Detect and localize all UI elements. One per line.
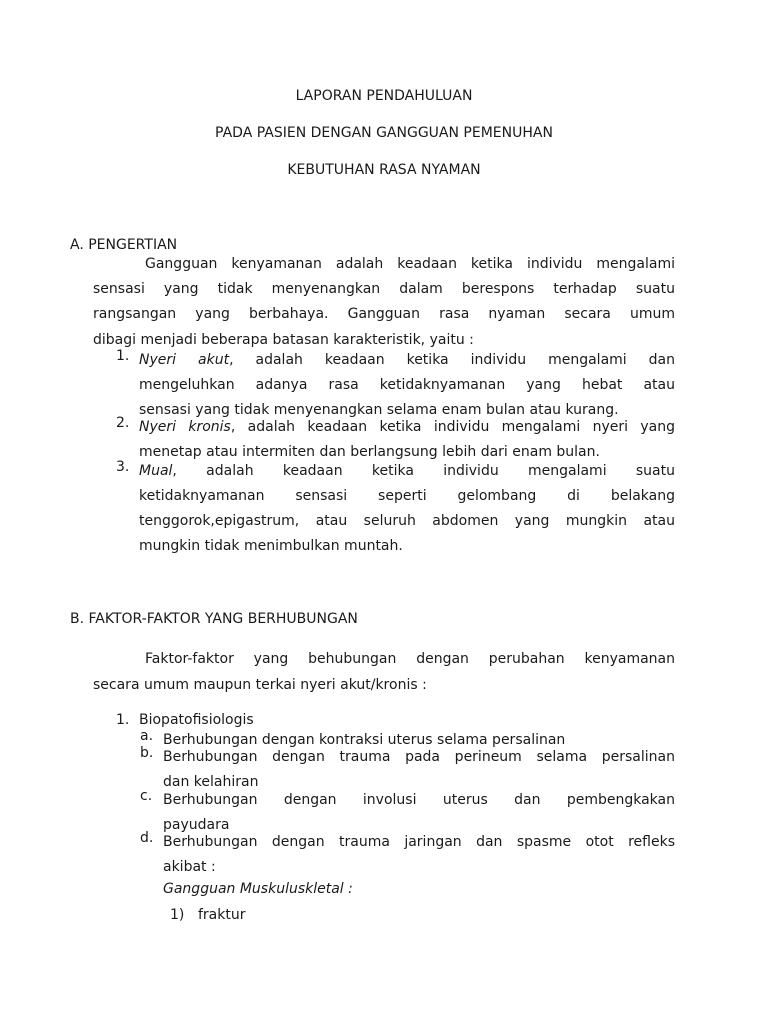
sub-heading: Gangguan Muskuluskletal : [163, 881, 353, 897]
list-number: 2. [116, 415, 130, 431]
list-item [116, 459, 675, 559]
document-title [0, 88, 768, 199]
sub-list-letter: c. [140, 788, 153, 804]
list-text: tenggorok,epigastrum, atau seluruh abdomen yang mungkin atau [139, 513, 675, 529]
section-b-paragraph [93, 647, 675, 672]
para-line: rangsangan yang berbahaya. Gangguan rasa nyaman secara umum [93, 306, 675, 322]
sub-list-letter: d. [140, 830, 154, 846]
list-text: , adalah keadaan ketika individu mengalami suatu [172, 463, 675, 479]
list-number: 3. [116, 459, 130, 475]
list-text: menetap atau intermiten dan berlangsung lebih dari enam bulan. [139, 444, 600, 460]
title-line-2: PADA PASIEN DENGAN GANGGUAN PEMENUHAN [215, 125, 553, 141]
list-text: mengeluhkan adanya rasa ketidaknyamanan yang hebat atau [139, 377, 675, 393]
section-b-heading: B. FAKTOR-FAKTOR YANG BERHUBUNGAN [70, 611, 358, 627]
list-term: Nyeri kronis [139, 419, 231, 435]
sub-list-letter: b. [140, 745, 154, 761]
sub-list-text: dan kelahiran [163, 774, 259, 790]
list-text: , adalah keadaan ketika individu mengalami dan [229, 352, 675, 368]
list-text: mungkin tidak menimbulkan muntah. [139, 538, 403, 554]
sub-list-text: payudara [163, 817, 230, 833]
para-line: secara umum maupun terkai nyeri akut/kronis : [93, 677, 427, 693]
list-term: Mual [139, 463, 173, 479]
sub-list-text: akibat : [163, 859, 216, 875]
para-line: dibagi menjadi beberapa batasan karakteristik, yaitu : [93, 332, 474, 348]
title-line-3: KEBUTUHAN RASA NYAMAN [287, 162, 481, 178]
sub-list-letter: a. [140, 728, 154, 744]
sub-list-text: Berhubungan dengan trauma pada perineum selama persalinan [163, 749, 675, 765]
list-item [116, 415, 675, 465]
para-line: sensasi yang tidak menyenangkan dalam berespons terhadap suatu [93, 281, 675, 297]
section-a-heading: A. PENGERTIAN [70, 237, 178, 253]
para-line: Gangguan kenyamanan adalah keadaan ketika individu mengalami [145, 256, 675, 272]
list-text: sensasi yang tidak menyenangkan selama enam bulan atau kurang. [139, 402, 619, 418]
title-line-1: LAPORAN PENDAHULUAN [295, 88, 473, 104]
sub-list-text: Berhubungan dengan kontraksi uterus selama persalinan [163, 732, 566, 748]
list-number: 1. [116, 348, 130, 364]
sub-list-text: Berhubungan dengan trauma jaringan dan spasme otot refleks [163, 834, 675, 850]
sub-list-item [140, 830, 675, 880]
sub-sub-label: fraktur [198, 907, 246, 923]
list-label: Biopatofisiologis [139, 712, 254, 728]
list-number: 1. [116, 712, 130, 728]
section-a-paragraph [93, 252, 675, 327]
para-line: Faktor-faktor yang behubungan dengan perubahan kenyamanan [145, 651, 675, 667]
list-term: Nyeri akut [139, 352, 230, 368]
list-text: ketidaknyamanan sensasi seperti gelombang di belakang [139, 488, 675, 504]
list-item [116, 348, 675, 423]
sub-sub-number: 1) [170, 907, 185, 923]
list-text: , adalah keadaan ketika individu mengalami nyeri yang [230, 419, 675, 435]
sub-list-text: Berhubungan dengan involusi uterus dan pembengkakan [163, 792, 675, 808]
